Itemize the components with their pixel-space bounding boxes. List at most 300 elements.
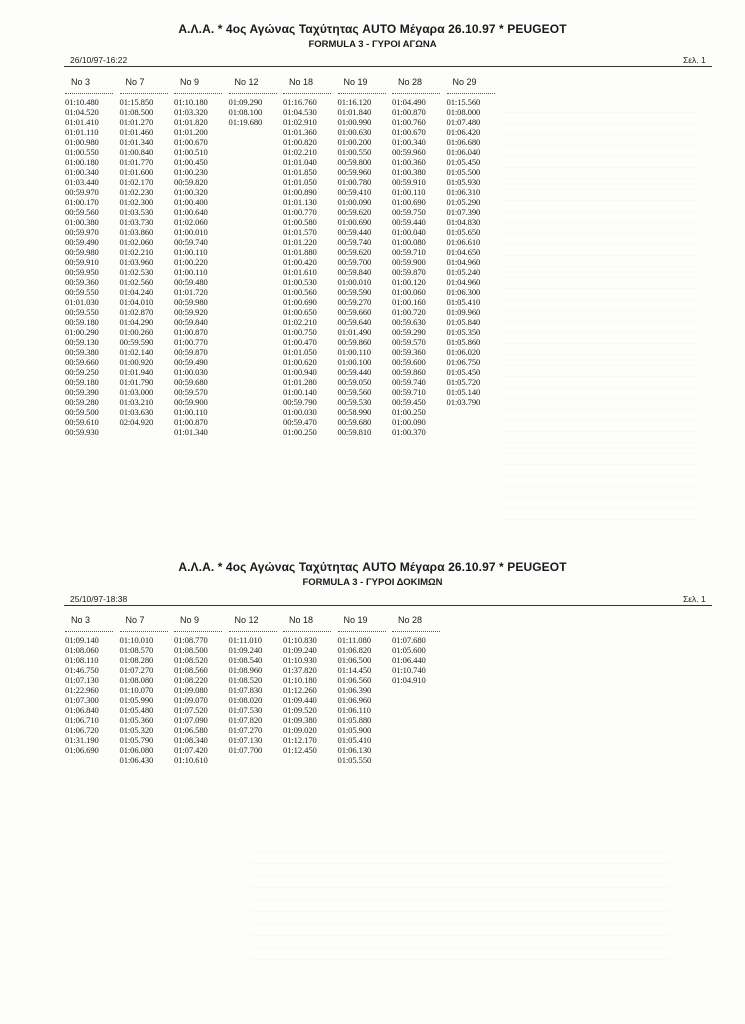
lap-time: 01:06.580 [174,725,208,735]
race-header-rule [64,66,712,67]
practice-header-rule [64,605,712,606]
car-number-header: No 19 [343,615,368,625]
lap-time: 01:03.960 [119,257,154,267]
lap-time: 00:59.630 [392,317,426,327]
lap-time: 01:02.530 [119,267,154,277]
lap-time: 01:06.690 [65,745,99,755]
lap-time: 01:00.220 [174,257,208,267]
lap-time: 01:00.060 [392,287,426,297]
lap-time: 01:08.100 [228,107,263,117]
car-column [283,76,339,437]
lap-time: 01:02.300 [119,197,154,207]
lap-time: 01:06.430 [119,755,154,765]
lap-time: 01:02.140 [119,347,154,357]
lap-time: 01:00.250 [283,427,317,437]
lap-time: 01:00.670 [174,137,208,147]
lap-time: 01:05.450 [446,157,481,167]
lap-time: 01:00.870 [174,327,208,337]
lap-time: 00:59.900 [174,397,208,407]
lap-time: 01:02.060 [174,217,208,227]
lap-time: 01:22.960 [65,685,99,695]
lap-time: 01:05.550 [337,755,372,765]
lap-time: 01:00.470 [283,337,317,347]
lap-time: 00:58.990 [337,407,372,417]
lap-time: 00:59.470 [283,417,317,427]
lap-time: 01:00.120 [392,277,426,287]
lap-time: 01:02.170 [119,177,154,187]
lap-time: 01:09.440 [283,695,317,705]
lap-time: 00:59.500 [65,407,99,417]
car-column [229,76,285,127]
lap-time: 01:02.210 [119,247,154,257]
lap-time: 00:59.920 [174,307,208,317]
lap-time: 01:05.600 [392,645,426,655]
lap-time: 00:59.980 [65,247,99,257]
lap-time: 00:59.530 [337,397,372,407]
lap-time: 00:59.180 [65,317,99,327]
lap-time: 01:04.010 [119,297,154,307]
lap-time: 01:05.360 [119,715,154,725]
header-underline [229,89,277,94]
lap-time: 01:05.410 [446,297,481,307]
lap-time: 01:00.170 [65,197,99,207]
lap-time: 01:01.720 [174,287,208,297]
lap-time: 01:01.610 [283,267,317,277]
lap-time: 01:05.320 [119,725,154,735]
lap-time: 01:00.650 [283,307,317,317]
lap-time: 01:10.480 [65,97,99,107]
lap-time: 01:07.270 [119,665,154,675]
lap-time: 01:04.650 [446,247,481,257]
lap-time: 01:09.080 [174,685,208,695]
car-number-header: No 19 [343,77,368,87]
car-column [338,614,394,765]
lap-time: 00:59.790 [283,397,317,407]
lap-time: 00:59.550 [65,307,99,317]
lap-time: 01:03.730 [119,217,154,227]
lap-time: 01:07.830 [228,685,263,695]
race-page-number: Σελ. 1 [683,55,706,65]
car-column [447,76,503,407]
lap-time: 01:02.230 [119,187,154,197]
lap-time: 01:00.550 [65,147,99,157]
lap-time: 00:59.740 [392,377,426,387]
lap-time: 01:05.840 [446,317,481,327]
lap-time: 01:05.790 [119,735,154,745]
lap-time: 01:00.090 [392,417,426,427]
car-column [65,614,121,755]
lap-time: 01:09.520 [283,705,317,715]
lap-time: 00:59.570 [174,387,208,397]
lap-time: 01:00.010 [337,277,372,287]
lap-time: 01:00.380 [65,217,99,227]
lap-time: 00:59.450 [392,397,426,407]
lap-time: 01:00.890 [283,187,317,197]
lap-time: 01:06.680 [446,137,481,147]
lap-time: 01:07.390 [446,207,481,217]
lap-time: 01:00.550 [337,147,372,157]
lap-time: 01:01.340 [119,137,154,147]
lap-time: 01:09.960 [446,307,481,317]
lap-time: 01:12.170 [283,735,317,745]
lap-time: 01:07.130 [65,675,99,685]
lap-time: 01:09.380 [283,715,317,725]
lap-time: 01:05.290 [446,197,481,207]
lap-time: 01:10.070 [119,685,154,695]
lap-time: 01:10.180 [174,97,208,107]
lap-time: 00:59.810 [337,427,372,437]
lap-time: 01:15.560 [446,97,481,107]
lap-time: 00:59.970 [65,227,99,237]
lap-time: 00:59.050 [337,377,372,387]
lap-time: 01:00.200 [337,137,372,147]
lap-time: 01:04.290 [119,317,154,327]
lap-time: 01:01.280 [283,377,317,387]
lap-time: 00:59.910 [65,257,99,267]
header-underline [283,627,331,632]
lap-time: 01:08.110 [65,655,99,665]
lap-time: 00:59.900 [392,257,426,267]
car-number-header: No 28 [398,615,423,625]
lap-time: 01:04.520 [65,107,99,117]
lap-time: 00:59.280 [65,397,99,407]
lap-time: 01:08.060 [65,645,99,655]
lap-time: 00:59.410 [337,187,372,197]
lap-time: 00:59.840 [337,267,372,277]
lap-time: 01:03.530 [119,207,154,217]
header-underline [120,89,168,94]
lap-time: 01:07.530 [228,705,263,715]
lap-time: 01:06.130 [337,745,372,755]
lap-time: 00:59.840 [174,317,208,327]
lap-time: 01:31.190 [65,735,99,745]
lap-time: 00:59.620 [337,247,372,257]
lap-time: 01:01.840 [337,107,372,117]
lap-time: 01:05.930 [446,177,481,187]
car-number-header: No 18 [289,615,314,625]
lap-time: 01:01.820 [174,117,208,127]
lap-time: 00:59.440 [337,367,372,377]
lap-time: 01:12.260 [283,685,317,695]
lap-time: 01:00.100 [337,357,372,367]
lap-time: 01:00.250 [392,407,426,417]
lap-time-list [283,635,339,755]
lap-time: 01:01.460 [119,127,154,137]
lap-time: 00:59.590 [119,337,154,347]
lap-time: 01:12.450 [283,745,317,755]
lap-time: 00:59.870 [174,347,208,357]
lap-time-list [120,635,176,765]
lap-time: 01:00.630 [337,127,372,137]
lap-time: 01:06.420 [446,127,481,137]
car-number-header: No 12 [234,615,259,625]
lap-time: 01:00.870 [392,107,426,117]
lap-time: 01:00.370 [392,427,426,437]
lap-time: 01:05.450 [446,367,481,377]
lap-time: 01:00.110 [174,247,208,257]
lap-time: 01:00.510 [174,147,208,157]
lap-time: 00:59.910 [392,177,426,187]
lap-time: 01:00.080 [392,237,426,247]
header-underline [283,89,331,94]
lap-time: 01:00.110 [337,347,371,357]
lap-time-list [392,635,448,685]
lap-time: 01:00.420 [283,257,317,267]
lap-time: 01:09.290 [228,97,263,107]
lap-time: 01:04.490 [392,97,426,107]
lap-time: 00:59.800 [337,157,372,167]
lap-time-list [174,97,230,437]
lap-time: 01:10.830 [283,635,317,645]
lap-time: 01:08.520 [228,675,263,685]
header-underline [120,627,168,632]
lap-time: 01:01.490 [337,327,372,337]
lap-time: 01:06.840 [65,705,99,715]
lap-time: 01:06.500 [337,655,372,665]
lap-time: 00:59.390 [65,387,99,397]
header-underline [447,89,495,94]
lap-time: 01:00.580 [283,217,317,227]
lap-time: 01:05.900 [337,725,372,735]
lap-time: 01:00.560 [283,287,317,297]
lap-time: 01:06.110 [337,705,371,715]
practice-page-number: Σελ. 1 [683,594,706,604]
lap-time: 00:59.980 [174,297,208,307]
lap-time: 00:59.710 [392,387,426,397]
lap-time: 01:00.530 [283,277,317,287]
lap-time: 01:05.410 [337,735,372,745]
lap-time-list [392,97,448,437]
lap-time: 01:08.080 [119,675,154,685]
lap-time: 01:00.180 [65,157,99,167]
lap-time: 01:16.120 [337,97,372,107]
lap-time: 00:59.870 [392,267,426,277]
header-underline [392,89,440,94]
lap-time: 01:15.850 [119,97,154,107]
lap-time: 01:05.480 [119,705,154,715]
lap-time: 02:04.920 [119,417,154,427]
lap-time: 01:00.010 [174,227,208,237]
lap-time: 01:03.440 [65,177,99,187]
lap-time: 01:08.770 [174,635,208,645]
lap-time: 01:08.280 [119,655,154,665]
lap-time: 01:01.410 [65,117,99,127]
lap-time: 01:04.960 [446,257,481,267]
show-through-ghost-lower [250,850,670,960]
car-number-header: No 9 [180,615,200,625]
header-underline [392,627,440,632]
lap-time: 00:59.560 [337,387,372,397]
car-column [120,76,176,427]
lap-time: 01:08.000 [446,107,481,117]
lap-time: 00:59.660 [337,307,372,317]
lap-time: 01:06.960 [337,695,372,705]
lap-time: 01:14.450 [337,665,372,675]
lap-time: 01:07.700 [228,745,263,755]
lap-time: 01:01.570 [283,227,317,237]
lap-time: 01:01.360 [283,127,317,137]
lap-time: 01:09.240 [283,645,317,655]
lap-time: 01:05.880 [337,715,372,725]
lap-time: 01:01.340 [174,427,208,437]
lap-time: 01:08.500 [174,645,208,655]
lap-time: 01:01.790 [119,377,154,387]
race-subtitle: FORMULA 3 - ΓΥΡΟΙ ΑΓΩΝΑ [308,39,437,50]
lap-time: 01:01.130 [283,197,317,207]
car-column [392,76,448,437]
practice-subtitle: FORMULA 3 - ΓΥΡΟΙ ΔΟΚΙΜΩΝ [302,577,443,588]
lap-time: 01:07.090 [174,715,208,725]
header-underline [338,89,386,94]
lap-time: 01:05.720 [446,377,481,387]
lap-time: 01:07.480 [446,117,481,127]
lap-time: 01:03.210 [119,397,154,407]
lap-time: 01:00.670 [392,127,426,137]
lap-time: 01:06.750 [446,357,481,367]
lap-time: 01:04.830 [446,217,481,227]
header-underline [65,627,113,632]
lap-time: 01:00.770 [174,337,208,347]
lap-time: 00:59.660 [65,357,99,367]
car-number-header: No 3 [71,615,91,625]
lap-time-list [65,635,121,755]
car-number-header: No 28 [398,77,423,87]
lap-time: 01:07.300 [65,695,99,705]
lap-time: 01:00.110 [174,267,208,277]
lap-time: 01:00.290 [65,327,99,337]
lap-time: 01:00.690 [337,217,372,227]
car-column [174,76,230,437]
lap-time: 01:05.500 [446,167,481,177]
lap-time: 01:02.210 [283,317,317,327]
lap-time: 01:00.980 [65,137,99,147]
lap-time: 01:10.610 [174,755,208,765]
lap-time: 00:59.290 [392,327,426,337]
lap-time: 01:00.780 [337,177,372,187]
lap-time: 00:59.750 [392,207,426,217]
car-column [392,614,448,685]
lap-time: 00:59.640 [337,317,372,327]
lap-time: 01:08.960 [228,665,263,675]
lap-time: 01:07.820 [228,715,263,725]
lap-time: 01:00.140 [283,387,317,397]
lap-time: 01:00.340 [392,137,426,147]
lap-time: 00:59.710 [392,247,426,257]
lap-time: 01:19.680 [228,117,263,127]
lap-time: 01:00.770 [283,207,317,217]
lap-time: 01:08.220 [174,675,208,685]
car-column [65,76,121,437]
lap-time: 01:10.930 [283,655,317,665]
header-underline [174,627,222,632]
lap-time: 01:07.680 [392,635,426,645]
lap-time: 01:00.030 [174,367,208,377]
lap-time: 00:59.490 [65,237,99,247]
lap-time: 00:59.570 [392,337,426,347]
lap-time: 01:06.710 [65,715,99,725]
lap-time: 00:59.960 [337,167,372,177]
car-number-header: No 7 [125,77,145,87]
lap-time: 01:08.560 [174,665,208,675]
lap-time: 00:59.600 [392,357,426,367]
lap-time: 00:59.930 [65,427,99,437]
lap-time: 01:07.130 [228,735,263,745]
lap-time: 01:03.630 [119,407,154,417]
lap-time: 00:59.610 [65,417,99,427]
car-number-header: No 29 [452,77,477,87]
lap-time: 01:05.140 [446,387,481,397]
lap-time: 01:00.720 [392,307,426,317]
lap-time: 00:59.960 [392,147,426,157]
lap-time: 01:10.740 [392,665,426,675]
lap-time: 01:05.650 [446,227,481,237]
lap-time: 01:01.880 [283,247,317,257]
lap-time: 00:59.250 [65,367,99,377]
lap-time: 01:00.230 [174,167,208,177]
lap-time: 00:59.590 [337,287,372,297]
lap-time: 00:59.440 [392,217,426,227]
lap-time: 01:01.600 [119,167,154,177]
car-number-header: No 18 [289,77,314,87]
lap-time: 01:01.770 [119,157,154,167]
lap-time: 01:00.920 [119,357,154,367]
lap-time: 01:01.200 [174,127,208,137]
lap-time: 01:06.080 [119,745,154,755]
lap-time: 01:00.110 [392,187,426,197]
lap-time: 01:46.750 [65,665,99,675]
lap-time-list [174,635,230,765]
lap-time: 01:06.390 [337,685,372,695]
lap-time: 00:59.740 [337,237,372,247]
lap-time: 01:01.270 [119,117,154,127]
lap-time: 01:01.940 [119,367,154,377]
header-underline [174,89,222,94]
lap-time: 01:00.620 [283,357,317,367]
lap-time: 01:11.010 [228,635,262,645]
lap-time: 00:59.970 [65,187,99,197]
car-column [283,614,339,755]
lap-time: 01:00.820 [283,137,317,147]
lap-time: 01:08.500 [119,107,154,117]
lap-time: 01:03.790 [446,397,481,407]
lap-time: 01:06.820 [337,645,372,655]
lap-time: 01:08.020 [228,695,263,705]
lap-time-list [65,97,121,437]
lap-time: 01:00.340 [65,167,99,177]
lap-time: 01:06.310 [446,187,481,197]
lap-time: 01:04.910 [392,675,426,685]
lap-time: 01:00.380 [392,167,426,177]
lap-time: 01:37.820 [283,665,317,675]
lap-time: 01:00.750 [283,327,317,337]
lap-time: 01:00.840 [119,147,154,157]
header-underline [229,627,277,632]
lap-time: 00:59.700 [337,257,372,267]
lap-time: 01:06.560 [337,675,372,685]
lap-time-list [120,97,176,427]
lap-time: 01:09.070 [174,695,208,705]
car-column [120,614,176,765]
lap-time-list [338,635,394,765]
lap-time: 01:00.690 [392,197,426,207]
lap-time: 00:59.550 [65,287,99,297]
lap-time: 00:59.130 [65,337,99,347]
lap-time: 01:00.040 [392,227,426,237]
lap-time-list [338,97,394,437]
lap-time: 01:03.860 [119,227,154,237]
lap-time: 01:08.540 [228,655,263,665]
lap-time: 01:00.990 [337,117,372,127]
